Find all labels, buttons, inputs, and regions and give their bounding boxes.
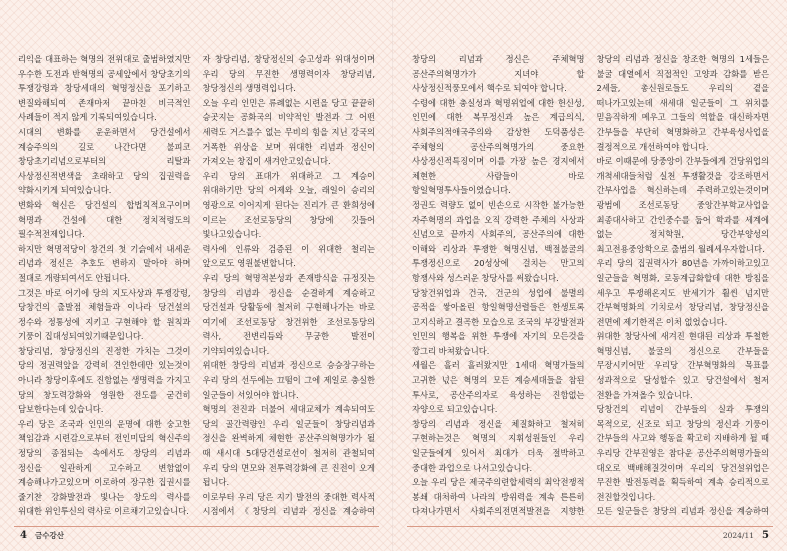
paragraph: 하지만 혁명적당이 창건의 첫 기슭에서 내세운 리념과 정신은 추호도 변하지 말아야 하며 절대로 개량되여서도 안됩니다. [18, 243, 191, 283]
left-footer [20, 530, 64, 542]
paragraph: 우리 당의 집권력사가 80년을 가까이하고있고 일군들을 혁명화, 로동계급화할데 대한 방침을 세우고 투쟁해온지도 반세기가 훨씬 넘지만 간부혁명화의 기치로서 창당리념, 창당정신을 전면에 제기한적은 이처 없었습니다. [596, 258, 769, 327]
paragraph: 력사에 인류와 검증된 이 위대한 철리는 앞으로도 영원불변합니다. [202, 243, 375, 269]
left-page-column-2 [203, 52, 376, 516]
issue-date: 2024/11 [722, 531, 755, 540]
paragraph: 우리 당의 혁명적본성과 존재방식을 규정짓는 창당의 리념과 정신을 순결하게 계승하고 당건설과 당활동에 철저히 구현해나가는 바로 여기에 조선로동당 창건위한 조선로동당의 력사, 전변리듬와 무궁한 발전이 기약되여있습니다. [202, 272, 375, 356]
left-page-text [18, 52, 375, 516]
left-page [0, 0, 393, 551]
paragraph: 위대한 창당의 리념과 정신으로 승승장구하는 우리 당의 선두에는 끄떰이 그에 제일로 충실한 일군들이 서있어야 합니다. [202, 360, 375, 400]
paragraph: 우리 당의 표대가 위대하고 그 계승이 위대하기만 당의 어제와 오늘, 래일이 승리의 영광으로 이어지게 된다는 진리가 큰 환희성에 이르는 조선로동당의 창당에 깃들어 빛나고있습니다. [202, 170, 375, 240]
paragraph: 창당의 리념과 정신을 창조한 혁명의 1세들은 불굴 대열에서 직접적인 고양과 감화를 받은 2세들, 총신원로들도 우리의 곁을 떠나가고있는데 새세대 일군들이 그 위치를 믿음직하게 메우고 그들의 역할을 대신하자면 간부들을 부단히 혁명화하고 간부육성사업을 결정적으로 개선하여야 합니다. [596, 54, 769, 152]
paragraph: 혁명의 전진과 더불어 세대교체가 계속되여도 당의 골간력량인 우리 일군들이 창당리념과 정신을 완벽하게 체현한 공산주의혁명가가 될 때 새시대 5대당건설로선이 철저히 관철되여 우리 당의 면모와 전투력강화에 큰 진전이 오게 됩니다. [202, 404, 375, 488]
paragraph: 바로 이때문에 당중앙이 간부들에게 건당위업의 개척세대들처럼 실천 투쟁활것을 강조하면서 간부사업을 혁신하는데 주력하고있는것이며 광범에 조선로동당 중앙간부학교사업을 최종대사하고 간인중수를 둡어 학과를 세계에 없는 정치학원, 당간부양성의 최고전용중앙학으로 출범의 월례세우자합니다. [596, 156, 769, 254]
page-number: 5 [762, 530, 769, 541]
paragraph: 변화와 혁신은 당건설의 합법칙적요구이며 혁명과 건설에 대한 정치적령도의 필수적전제입니다. [18, 199, 191, 240]
left-page-column-1 [18, 52, 191, 516]
paragraph: 당창건위업과 건국, 건군의 성업에 불멸의 공적을 쌓아올린 항일혁명선렬들은 한생토록 고지식하고 결곡한 모습으로 조국의 부강발전과 인민의 행복을 위한 투쟁에 자기의 모든것을 깡그리 바쳐왔습니다. [412, 287, 585, 356]
right-footer [723, 530, 769, 542]
paragraph: 위대한 창당사에 새겨진 현대된 리상과 투철한 혁명신념, 불굴의 정신으로 간부들을 무장시키어만 우리당 간부혁명화의 목표를 성과적으로 달성할수 있고 당건설에서 철저 전환을 가져올수 있습니다. [596, 331, 769, 400]
paragraph: 리익을 대표하는 혁명의 전위대로 출범하였지만 우수한 도전과 반혁명의 공세앞에서 창당초기의 투쟁강령과 창당세대의 혁명정신을 포기하고 변질와해되여 존재마저 끝마친 비극적인 사례들이 적지 않게 기록되여있습니다. [18, 54, 191, 123]
publication-name: 금수강산 [34, 531, 64, 540]
paragraph: 창당의 리념과 정신은 주체혁명 공산주의혁명가가 지녀야 할 사상정신적풍모에서 핵수로 되여야 합니다. [412, 54, 585, 94]
right-page-column-1 [412, 52, 585, 516]
paragraph: 시대의 변화를 운운하면서 당건설에서 계승주의의 길로 나간다면 불피코 창당초기리념으로부터의 리탈과 사상정신적변색을 초래하고 당의 집권력을 약화시키게 되여있습니다. [18, 126, 191, 196]
paragraph: 창당의 리념과 정신을 체질화하고 철저히 구현하는것은 혁명의 지휘성원들인 우리 일군들에게 있어서 최대가 더욱 절박하고 중대한 과업으로 나서고있습니다. [412, 418, 585, 473]
paragraph: 오늘 우리 인민은 류례없는 시련을 당고 끝끝히 승곳지는 공화국의 비약적인 발전과 그 어떤 세력도 거스를수 없는 무비의 힘을 지닌 강국의 거폭한 위상을 보며 위대한 리념과 정신이 가져오는 창집이 새겨안고있습니다. [202, 97, 375, 167]
paragraph: 모든 일군들은 창당의 리념과 정신을 계승하여 [596, 506, 769, 516]
paragraph: 우리 당은 조국과 인민의 운명에 대한 숭고한 책임감과 시련감으로부터 전인미답의 혁신주의 정당의 종점되는 속에서도 창당의 리념과 정신을 일관하게 고수하고 변함없이 계승해나가고있으며 이로하여 장구한 집권시를 줄기찬 강화발전과 빛나는 창도의 력사를 위대한 위인투신의 력사로 이르채기고있습니다. [18, 418, 191, 516]
paragraph: 자 창당리념, 창당정신의 승고성과 위대성이며 우리 당의 무진한 생명력이자 창당리념, 창당정신의 생명력입니다. [202, 54, 375, 94]
paragraph: 세월은 흘러 흘러왔지만 1세대 혁명가들의 고귀한 넋은 혁명의 모든 계승세대들을 참된 투사로, 공산주의자로 육성하는 진함없는 자양으로 되고있습니다. [412, 360, 585, 415]
paragraph: 그것은 바로 어기에 당의 지도사상과 투쟁강령, 당창건의 출발점 체험들과 이나라 당건설의 정수와 정통성에 지키고 구현해야 할 원칙과 기풍이 집대성되여있기때문입니다. [18, 287, 191, 342]
paragraph: 수령에 대한 충실성과 혁명위업에 대한 헌신성, 인민에 대한 복무정신과 높은 계급의식, 사회주의적애국주의와 감상한 도덕품성은 주체형의 공산주의혁명가의 중요한 사상정신적특징이며 이를 가장 높은 경지에서 체현한 사람들이 바로 항일혁명투사들이였습니다. [412, 97, 585, 196]
paragraph: 당창건의 리념이 간부들의 실과 투쟁의 목적으로, 신조로 되고 창당의 정신과 기풍이 간부들의 사고와 행동을 확고히 지배하게 될 때 우리당 간부진영은 참다운 공산주의혁명가들의 대오로 백배해질것이며 우리의 당건설위업은 무진한 발전동력을 획득하여 계속 승리적으로 전진할것입니다. [596, 404, 769, 502]
paragraph: 오늘 우리 당은 제국주의련합세력의 최악전쟁적 봉쇄 대처하여 나라의 방위력을 계속 튼튼히 다져나가면서 사회주의전면적발전을 지향한 [412, 477, 585, 516]
right-page-column-2 [597, 52, 770, 516]
right-page-text [412, 52, 769, 516]
paragraph: 이로부터 우리 당은 지기 발전의 중대한 력사적 시점에서 《창당의 리념과 정신을 계승하여 [202, 491, 375, 516]
footer-rule [14, 526, 379, 527]
footer-rule [407, 526, 773, 527]
page-number: 4 [20, 530, 27, 541]
paragraph: 창당리념, 창당정신의 진정한 가치는 그것이 당의 정권력앞을 강력히 견인한데만 있는것이 아니라 창당이후에도 진함없는 생명력을 가지고 당의 창도력강화와 영원한 전도를 굳건히 담보한다는데 있습니다. [18, 345, 191, 415]
paragraph: 정권도 력량도 없이 빈손으로 시작한 불가능한 자주혁명의 과업을 오직 강력한 주체의 사상과 신념으로 끝까지 사회주의, 공산주의에 대한 이해와 리상과 투쟁한 혁명신념, 백절불굴의 투쟁정신으로 20성상에 걸치는 만고의 항쟁사와 성스러운 창당사를 써왔습니다. [412, 199, 585, 283]
right-page [393, 0, 787, 551]
